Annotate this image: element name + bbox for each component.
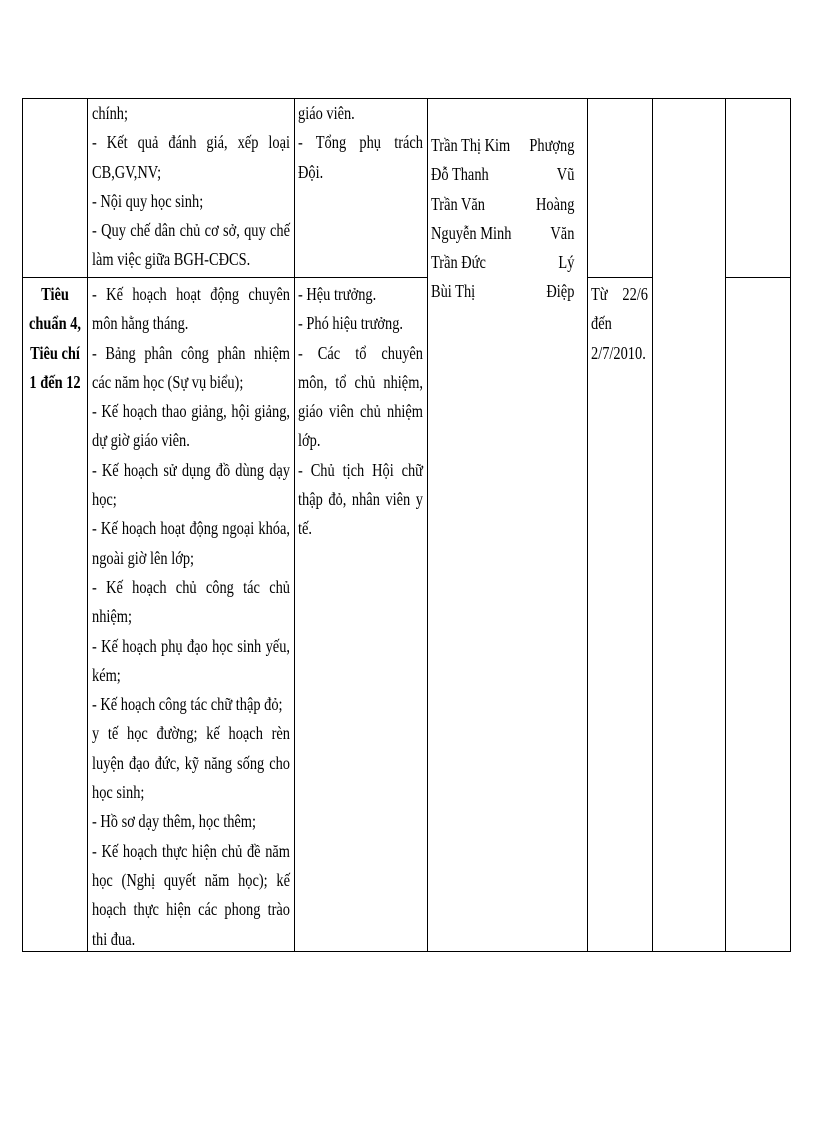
family-name: Bùi Thị xyxy=(431,281,476,302)
member-name xyxy=(431,277,574,306)
text-line: - Kế hoạch chủ công tác chủ xyxy=(92,576,290,597)
text-line: Tiêu chí xyxy=(30,342,80,363)
text-line: - Nội quy học sinh; xyxy=(92,190,204,211)
text-line: - Bảng phân công phân nhiệm xyxy=(92,342,290,363)
row2-persons-cell xyxy=(298,280,423,544)
row2-criteria-cell xyxy=(26,280,84,397)
text-line: y tế học đường; kế hoạch rèn xyxy=(92,723,290,744)
text-line: 2/7/2010. xyxy=(591,342,646,363)
family-name: Trần Đức xyxy=(431,252,486,273)
text-line: - Kế hoạch thực hiện chủ đề năm xyxy=(92,840,290,861)
row1-persons-cell xyxy=(298,99,423,187)
text-line: nhiệm; xyxy=(92,606,132,627)
col-divider xyxy=(22,98,23,952)
text-line: các năm học (Sự vụ biểu); xyxy=(92,371,244,392)
text-line: giáo viên chủ nhiệm xyxy=(298,401,423,422)
member-name xyxy=(431,131,574,160)
given-name: Vũ xyxy=(556,164,575,185)
text-line: luyện đạo đức, kỹ năng sống cho xyxy=(92,752,290,773)
text-line: - Kế hoạch hoạt động ngoại khóa, xyxy=(92,518,290,539)
family-name: Trần Văn xyxy=(431,193,486,214)
member-name xyxy=(431,248,574,277)
given-name: Lý xyxy=(558,252,575,273)
text-line: CB,GV,NV; xyxy=(92,161,162,182)
text-line: Tiêu xyxy=(41,284,69,304)
text-line: chính; xyxy=(92,103,128,123)
text-line: - Hồ sơ dạy thêm, học thêm; xyxy=(92,811,256,832)
member-name xyxy=(431,219,574,248)
text-line: môn, tổ chủ nhiệm, xyxy=(298,371,423,392)
text-line: đến xyxy=(591,313,612,334)
text-line: môn hằng tháng. xyxy=(92,313,189,334)
member-name xyxy=(431,160,574,189)
given-name: Văn xyxy=(550,222,575,243)
text-line: - Kế hoạch sử dụng đồ dùng dạy xyxy=(92,459,290,480)
col-divider xyxy=(87,98,88,952)
family-name: Trần Thị Kim xyxy=(431,135,511,155)
text-line: - Các tổ chuyên xyxy=(298,342,423,363)
text-line: - Hệu trưởng. xyxy=(298,284,377,304)
text-line: Đội. xyxy=(298,161,324,182)
text-line: giáo viên. xyxy=(298,103,355,123)
text-line: học (Nghị quyết năm học); kế xyxy=(92,869,290,890)
names-cell xyxy=(431,131,575,307)
col-divider xyxy=(427,98,428,952)
text-line: kém; xyxy=(92,664,121,685)
col-divider xyxy=(790,98,791,952)
text-line: tế. xyxy=(298,518,312,539)
given-name: Hoàng xyxy=(536,193,575,214)
given-name: Phượng xyxy=(529,135,575,155)
text-line: thập đỏ, nhân viên y xyxy=(298,489,423,510)
member-name xyxy=(431,190,574,219)
text-line: 1 đến 12 xyxy=(29,371,81,392)
text-line: lớp. xyxy=(298,430,321,451)
row-divider xyxy=(587,277,652,278)
row-divider xyxy=(725,277,791,278)
text-line: - Kế hoạch hoạt động chuyên xyxy=(92,284,290,304)
text-line: Từ 22/6 xyxy=(591,284,648,304)
text-line: - Kế hoạch phụ đạo học sinh yếu, xyxy=(92,635,290,656)
col-divider xyxy=(587,98,588,952)
text-line: làm việc giữa BGH-CĐCS. xyxy=(92,249,251,270)
family-name: Đỗ Thanh xyxy=(431,164,489,185)
text-line: chuẩn 4, xyxy=(28,313,82,334)
family-name: Nguyễn Minh xyxy=(431,222,512,243)
text-line: dự giờ giáo viên. xyxy=(92,430,190,451)
text-line: học sinh; xyxy=(92,782,145,803)
text-line: - Chủ tịch Hội chữ xyxy=(298,459,423,480)
given-name: Điệp xyxy=(546,281,575,302)
row2-time-cell xyxy=(591,280,648,368)
row-divider xyxy=(22,277,427,278)
col-divider xyxy=(652,98,653,952)
text-line: hoạch thực hiện các phong trào xyxy=(92,899,290,920)
text-line: - Phó hiệu trưởng. xyxy=(298,313,404,334)
text-line: - Kế hoạch thao giảng, hội giảng, xyxy=(92,401,290,422)
text-line: - Kết quả đánh giá, xếp loại xyxy=(92,132,290,153)
text-line: - Quy chế dân chủ cơ sở, quy chế xyxy=(92,220,290,241)
col-divider xyxy=(725,98,726,952)
text-line: học; xyxy=(92,489,117,510)
text-line: ngoài giờ lên lớp; xyxy=(92,547,195,568)
text-line: - Tổng phụ trách xyxy=(298,132,423,153)
col-divider xyxy=(294,98,295,952)
row1-documents-cell xyxy=(92,99,290,275)
text-line: thi đua. xyxy=(92,928,136,949)
text-line: - Kế hoạch công tác chữ thập đỏ; xyxy=(92,694,283,715)
row2-documents-cell xyxy=(92,280,290,954)
